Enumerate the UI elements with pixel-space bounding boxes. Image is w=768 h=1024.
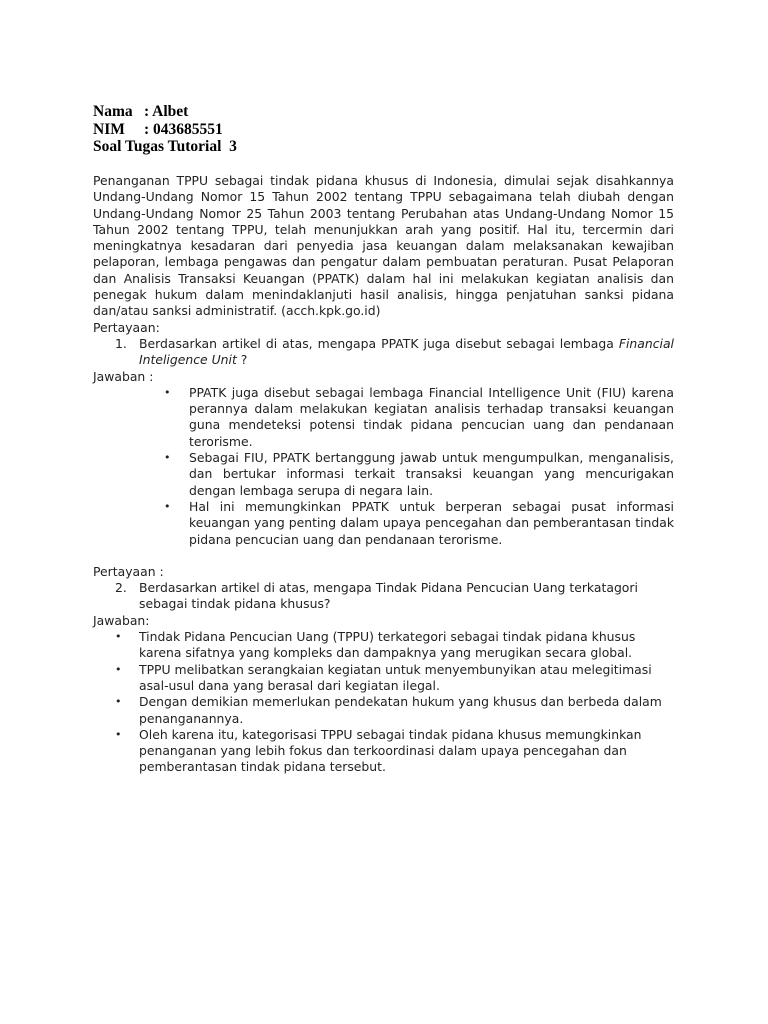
answer-1-item-1: PPATK juga disebut sebagai lembaga Financial Intelligence Unit (FIU) karena perannya dalam melakukan kegiatan analisis terhadap transaksi keuangan guna mendeteksi potensi tindak pidana pencucian uang dan pendanaan terorisme. xyxy=(189,384,674,449)
question-1-tail: ? xyxy=(236,352,248,368)
bullet-icon: • xyxy=(115,662,122,676)
answer-2-item-3: Dengan demikian memerlukan pendekatan hukum yang khusus dan berbeda dalam penanganannya. xyxy=(139,694,662,726)
nim-value: : 043685551 xyxy=(144,120,223,138)
list-item xyxy=(93,499,674,548)
list-item xyxy=(93,694,674,727)
question-1-number: 1. xyxy=(115,335,127,351)
answer-2-item-1: Tindak Pidana Pencucian Uang (TPPU) terkategori sebagai tindak pidana khusus karena sifatnya yang kompleks dan dampaknya yang merugikan secara global. xyxy=(139,629,636,661)
bullet-icon: • xyxy=(115,727,122,741)
answer-2-item-4: Oleh karena itu, kategorisasi TPPU sebagai tindak pidana khusus memungkinkan penanganan yang lebih fokus dan terkoordinasi dalam upaya pencegahan dan pemberantasan tindak pidana tersebut. xyxy=(139,726,642,775)
document-body xyxy=(93,173,674,776)
list-item xyxy=(93,727,674,776)
list-item xyxy=(93,385,674,450)
question-2-text: Berdasarkan artikel di atas, mengapa Tindak Pidana Pencucian Uang terkatagori sebagai tindak pidana khusus? xyxy=(139,580,638,612)
spacer xyxy=(93,548,674,564)
question-2-label: Pertayaan : xyxy=(93,563,164,579)
name-value: : Albet xyxy=(144,103,189,120)
name-label: Nama xyxy=(93,103,133,120)
intro-paragraph: Penanganan TPPU sebagai tindak pidana khusus di Indonesia, dimulai sejak disahkannya Undang-Undang Nomor 15 Tahun 2002 tentang TPPU sebagaimana telah diubah dengan Undang-Undang Nomor 25 Tahun 2003 tentang Perubahan atas Undang-Undang Nomor 15 Tahun 2002 tentang TPPU, telah menunjukkan arah yang positif. Hal itu, tercermin dari meningkatnya kesadaran dari penyedia jasa keuangan dalam melaksanakan kewajiban pelaporan, lembaga pengawas dan pengatur dalam pembuatan peraturan. Pusat Pelaporan dan Analisis Transaksi Keuangan (PPATK) dalam hal ini melakukan kegiatan analisis dan penegak hukum dalam menindaklanjuti hasil analisis, hingga penjatuhan sanksi pidana dan/atau sanksi administratif. (acch.kpk.go.id) xyxy=(93,173,674,319)
assignment-title: Soal Tugas Tutorial 3 xyxy=(93,138,237,155)
question-1 xyxy=(93,336,674,369)
answer-1-item-3: Hal ini memungkinkan PPATK untuk berperan sebagai pusat informasi keuangan yang penting dalam upaya pencegahan dan pemberantasan tindak pidana pencucian uang dan pendanaan terorisme. xyxy=(189,498,674,547)
question-1-italic-term: Financial Inteligence Unit xyxy=(139,335,674,368)
bullet-icon: • xyxy=(164,385,171,399)
answer-1-label: Jawaban : xyxy=(93,368,154,384)
answer-2-list xyxy=(93,629,674,776)
list-item xyxy=(93,662,674,695)
list-item xyxy=(93,629,674,662)
question-1-text: Berdasarkan artikel di atas, mengapa PPATK juga disebut sebagai lembaga xyxy=(139,335,619,351)
question-2-number: 2. xyxy=(115,580,127,596)
student-header xyxy=(93,103,237,156)
bullet-icon: • xyxy=(164,499,171,513)
question-1-label: Pertayaan: xyxy=(93,319,160,335)
bullet-icon: • xyxy=(115,695,122,709)
question-2 xyxy=(93,580,674,613)
list-item xyxy=(93,450,674,499)
bullet-icon: • xyxy=(164,451,171,465)
nim-row xyxy=(93,121,237,139)
name-row xyxy=(93,103,237,121)
answer-1-item-2: Sebagai FIU, PPATK bertanggung jawab untuk mengumpulkan, menganalisis, dan bertukar informasi terkait transaksi keuangan yang mencurigakan dengan lembaga serupa di negara lain. xyxy=(189,450,674,498)
answer-2-item-2: TPPU melibatkan serangkaian kegiatan untuk menyembunyikan atau melegitimasi asal-usul dana yang berasal dari kegiatan ilegal. xyxy=(139,661,652,693)
answer-1-list xyxy=(93,385,674,548)
answer-2-label: Jawaban: xyxy=(93,612,150,628)
bullet-icon: • xyxy=(115,630,122,644)
nim-label: NIM xyxy=(93,120,125,138)
